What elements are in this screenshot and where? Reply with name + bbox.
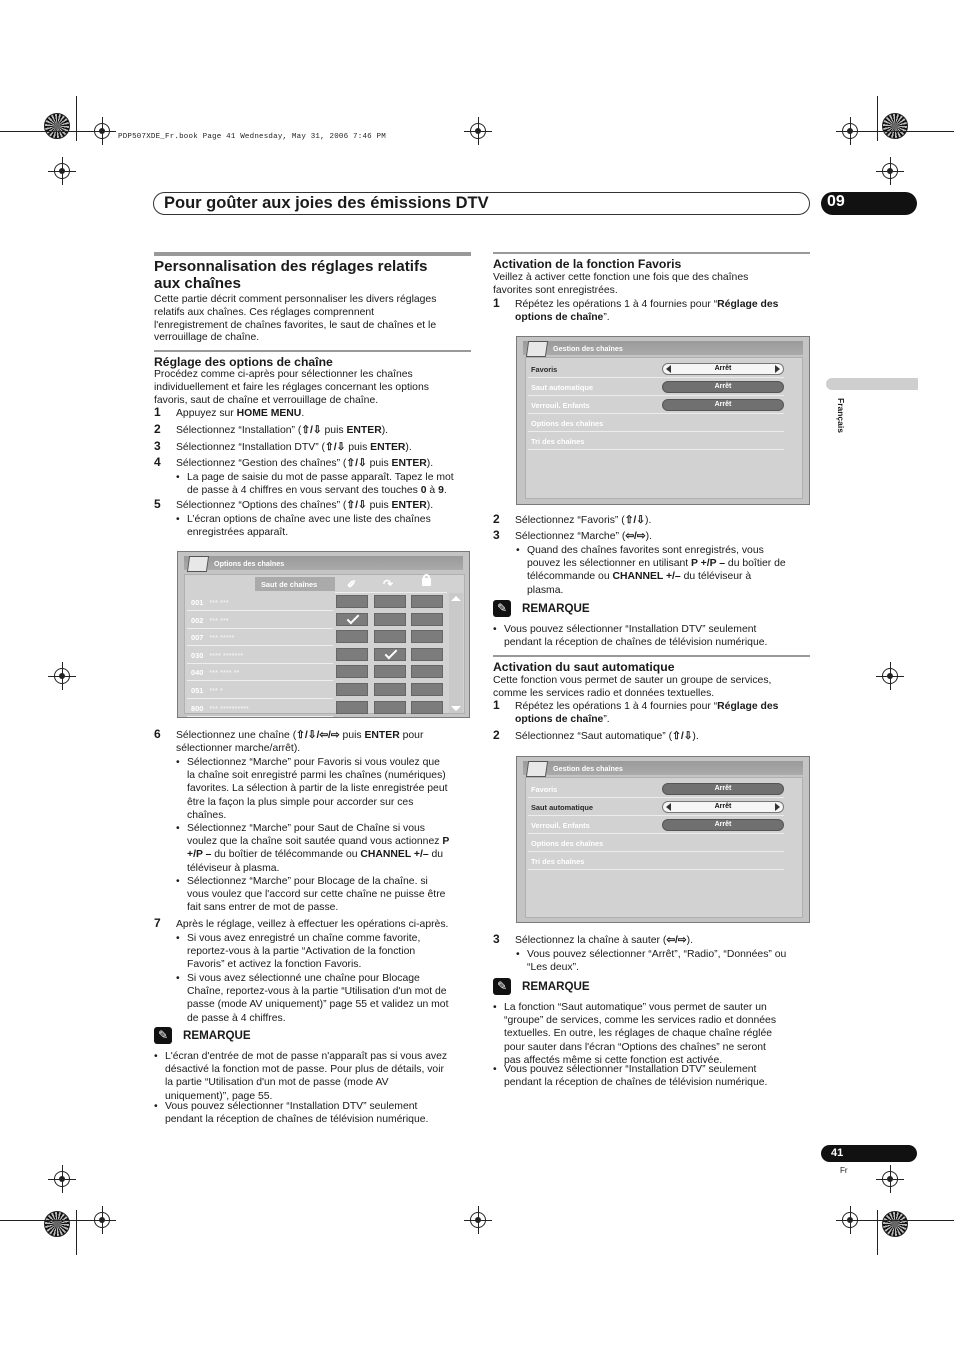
channel-number: 002 <box>191 615 204 625</box>
print-stamp: PDP507XDE_Fr.book Page 41 Wednesday, May 31, 2006 7:46 PM <box>118 133 386 141</box>
setting-value-text: Arrêt <box>714 785 732 792</box>
page-language: Fr <box>840 1166 848 1175</box>
skip-cell[interactable] <box>374 665 406 678</box>
skip-cell[interactable] <box>374 630 406 643</box>
favorite-column-icon: ✐ <box>347 579 357 591</box>
crosshair-icon <box>88 117 116 145</box>
skip-column-icon: ↷ <box>383 577 394 591</box>
lock-cell[interactable] <box>411 683 443 696</box>
channel-management-screen <box>516 756 810 923</box>
menu-item-label: Favoris <box>531 365 558 374</box>
crosshair-icon <box>876 1165 904 1193</box>
lock-cell[interactable] <box>411 665 443 678</box>
channel-row[interactable] <box>187 593 333 611</box>
channel-row[interactable] <box>187 699 333 717</box>
subsection-desc: Procédez comme ci-après pour sélectionner les chaînes individuellement et faire les réglages concernant les options favoris, saut de chaîne et verrouillage de chaîne. <box>154 369 429 406</box>
menu-item-label: Options des chaînes <box>531 839 604 848</box>
crosshair-icon <box>48 157 76 185</box>
channel-options-screen <box>177 551 470 718</box>
menu-item-label: Saut automatique <box>531 803 594 812</box>
setting-value-text: Arrêt <box>714 803 732 810</box>
channel-name: *** ***** <box>209 633 235 643</box>
menu-folder-icon <box>526 761 548 777</box>
channel-number: 040 <box>191 668 204 678</box>
arrow-keys-icon: ⇧/⇩ <box>672 731 693 742</box>
channel-name: *** **** ** <box>209 668 240 678</box>
checkmark-icon <box>385 646 398 659</box>
menu-list <box>525 357 803 499</box>
channel-row[interactable] <box>187 663 333 681</box>
lock-cell[interactable] <box>411 701 443 714</box>
favorite-cell[interactable] <box>336 665 368 678</box>
channel-management-screen <box>516 336 810 505</box>
arrow-keys-icon: ⇦/⇨ <box>666 935 687 946</box>
channel-name: *** ********** <box>209 703 249 713</box>
menu-item-label: Saut automatique <box>531 383 594 392</box>
channel-name: *** *** <box>209 615 229 625</box>
crosshair-icon <box>464 1206 492 1234</box>
section-rule <box>154 252 471 256</box>
arrow-keys-icon: ⇧/⇩ <box>325 442 346 453</box>
menu-item[interactable] <box>528 415 784 432</box>
language-label: Français <box>836 398 846 433</box>
page-number: 41 <box>821 1145 917 1162</box>
subsection-heading: Réglage des options de chaîne <box>154 355 333 369</box>
menu-folder-icon <box>187 556 209 572</box>
skip-cell[interactable] <box>374 683 406 696</box>
favorite-cell[interactable] <box>336 613 368 626</box>
subsection-heading: Activation de la fonction Favoris <box>493 257 682 271</box>
arrow-keys-icon: ⇧/⇩ <box>346 458 367 469</box>
skip-cell[interactable] <box>374 648 406 661</box>
skip-cell[interactable] <box>374 613 406 626</box>
setting-value-text: Arrêt <box>714 401 732 408</box>
registration-rosette-icon <box>882 1211 908 1237</box>
column-headers-line <box>335 592 447 593</box>
channel-number: 051 <box>191 686 204 695</box>
setting-value[interactable] <box>662 399 784 411</box>
favorite-cell[interactable] <box>336 630 368 643</box>
channel-name: **** ******* <box>209 650 244 660</box>
crop-mark <box>76 96 77 141</box>
crop-mark <box>862 131 954 132</box>
arrow-left-icon[interactable] <box>666 803 671 811</box>
setting-value[interactable] <box>662 381 784 393</box>
lock-cell[interactable] <box>411 630 443 643</box>
menu-item-label: Options des chaînes <box>531 419 604 428</box>
language-tab <box>826 378 918 390</box>
favorite-cell[interactable] <box>336 595 368 608</box>
note-heading: ✎ REMARQUE <box>493 978 693 996</box>
crosshair-icon <box>836 1206 864 1234</box>
scroll-up-icon[interactable] <box>451 596 461 601</box>
crosshair-icon <box>876 662 904 690</box>
subsection-heading: Activation du saut automatique <box>493 660 675 674</box>
crop-mark <box>877 1210 878 1255</box>
chapter-number: 09 <box>821 192 917 215</box>
crop-mark <box>0 131 92 132</box>
arrow-right-icon[interactable] <box>775 365 780 373</box>
menu-item-label: Tri des chaînes <box>531 857 585 866</box>
crosshair-icon <box>836 117 864 145</box>
subsection-desc: Veillez à activer cette fonction une fois que des chaînes favorites sont enregistrées. <box>493 272 749 296</box>
menu-item[interactable] <box>528 433 784 450</box>
menu-item-label: Verrouil. Enfants <box>531 821 590 830</box>
skip-cell[interactable] <box>374 701 406 714</box>
channel-row[interactable] <box>187 611 333 629</box>
setting-value[interactable] <box>662 819 784 831</box>
scrollbar[interactable] <box>449 593 463 713</box>
crosshair-icon <box>876 157 904 185</box>
subsection-rule <box>154 350 471 352</box>
note-pencil-icon: ✎ <box>154 1027 172 1044</box>
screen-title: Options des chaînes <box>184 556 463 570</box>
lock-cell[interactable] <box>411 613 443 626</box>
subsection-rule <box>493 655 810 657</box>
crosshair-icon <box>48 1165 76 1193</box>
crop-mark <box>76 1210 77 1255</box>
arrow-right-icon[interactable] <box>775 803 780 811</box>
setting-value-text: Arrêt <box>714 365 732 372</box>
registration-rosette-icon <box>44 1211 70 1237</box>
channel-number: 007 <box>191 633 204 643</box>
arrow-keys-icon: ⇧/⇩ <box>301 425 322 436</box>
channel-row[interactable] <box>187 628 333 646</box>
setting-value-text: Arrêt <box>714 821 732 828</box>
channel-number: 001 <box>191 598 204 607</box>
setting-value[interactable] <box>662 363 784 375</box>
crosshair-icon <box>464 117 492 145</box>
arrow-keys-icon: ⇧/⇩ <box>346 500 367 511</box>
section-heading: Personnalisation des réglages relatifs aux chaînes <box>154 258 428 292</box>
crosshair-icon <box>88 1206 116 1234</box>
menu-item[interactable] <box>528 853 784 870</box>
chapter-title: Pour goûter aux joies des émissions DTV <box>153 192 810 215</box>
favorite-cell[interactable] <box>336 683 368 696</box>
crosshair-icon <box>48 662 76 690</box>
channel-row[interactable] <box>187 646 333 664</box>
skip-header: Saut de chaînes <box>255 577 335 591</box>
section-rule <box>493 252 810 254</box>
setting-value-text: Arrêt <box>714 383 732 390</box>
menu-item-label: Tri des chaînes <box>531 437 585 446</box>
arrow-left-icon[interactable] <box>666 365 671 373</box>
channel-list <box>184 574 465 714</box>
skip-cell[interactable] <box>374 595 406 608</box>
note-heading: ✎ REMARQUE <box>493 600 693 618</box>
arrow-keys-icon: ⇧/⇩/⇦/⇨ <box>296 730 340 741</box>
arrow-keys-icon: ⇦/⇨ <box>625 531 646 542</box>
crop-mark <box>862 1220 954 1221</box>
channel-row[interactable] <box>187 681 333 699</box>
section-intro: Cette partie décrit comment personnaliser les divers réglages relatifs aux chaînes. Ces réglages comprennent l'enregistrement de chaînes favorites, le saut de chaînes et le verrouillage de chaîne. <box>154 294 437 344</box>
lock-cell[interactable] <box>411 648 443 661</box>
registration-rosette-icon <box>882 113 908 139</box>
channel-number: 030 <box>191 650 204 660</box>
channel-number: 800 <box>191 703 204 713</box>
arrow-keys-icon: ⇧/⇩ <box>624 515 646 526</box>
setting-value[interactable] <box>662 783 784 795</box>
screen-title: Gestion des chaînes <box>523 761 803 775</box>
lock-cell[interactable] <box>411 595 443 608</box>
favorite-cell[interactable] <box>336 701 368 714</box>
channel-name: *** *** <box>209 598 229 607</box>
crop-mark <box>0 1220 92 1221</box>
checkmark-icon <box>347 611 360 624</box>
note-pencil-icon: ✎ <box>493 600 511 617</box>
setting-value[interactable] <box>662 801 784 813</box>
menu-item-label: Verrouil. Enfants <box>531 401 590 410</box>
crop-mark <box>877 96 878 141</box>
favorite-cell[interactable] <box>336 648 368 661</box>
note-heading: ✎ REMARQUE <box>154 1027 354 1045</box>
channel-name: *** * <box>209 686 223 695</box>
menu-item[interactable] <box>528 835 784 852</box>
scroll-down-icon[interactable] <box>451 706 461 711</box>
menu-folder-icon <box>526 341 548 357</box>
screen-title: Gestion des chaînes <box>523 341 803 355</box>
menu-item-label: Favoris <box>531 785 558 794</box>
registration-rosette-icon <box>44 113 70 139</box>
subsection-desc: Cette fonction vous permet de sauter un groupe de services, comme les services radio et données textuelles. <box>493 675 772 699</box>
lock-shackle <box>423 574 430 580</box>
menu-list <box>525 777 803 918</box>
note-pencil-icon: ✎ <box>493 978 511 995</box>
